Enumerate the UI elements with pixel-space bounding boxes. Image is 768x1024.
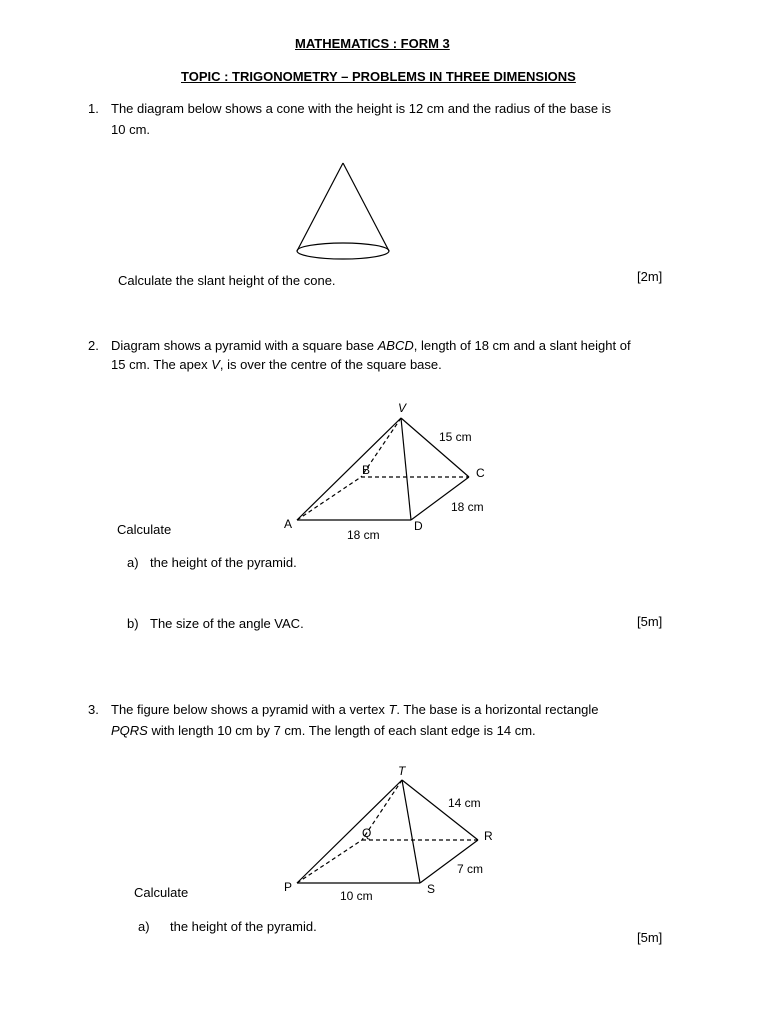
label-side-bottom-18cm: 18 cm bbox=[347, 528, 380, 542]
page-title: MATHEMATICS : FORM 3 bbox=[295, 36, 450, 51]
label-s: S bbox=[427, 882, 436, 896]
label-side-bottom-10cm: 10 cm bbox=[340, 889, 373, 903]
q2-part-a-label: a) bbox=[127, 555, 139, 570]
label-slant-15cm: 15 cm bbox=[439, 430, 472, 444]
q2-part-b-label: b) bbox=[127, 616, 139, 631]
cone-diagram bbox=[297, 163, 389, 259]
label-side-right-18cm: 18 cm bbox=[451, 500, 484, 514]
q2-part-b: The size of the angle VAC. bbox=[150, 616, 304, 631]
label-t: T bbox=[398, 764, 406, 778]
q3-part-a-label: a) bbox=[138, 919, 150, 934]
q2-calculate: Calculate bbox=[117, 522, 172, 537]
q3-marks: [5m] bbox=[637, 930, 663, 945]
label-d: D bbox=[414, 519, 423, 533]
q3-text-line2: PQRS with length 10 cm by 7 cm. The length of each slant edge is 14 cm. bbox=[111, 723, 536, 738]
label-r: R bbox=[484, 829, 493, 843]
q2-text-line1: Diagram shows a pyramid with a square base ABCD, length of 18 cm and a slant height of bbox=[111, 338, 631, 353]
label-q: Q bbox=[362, 826, 372, 840]
label-v: V bbox=[398, 401, 407, 415]
label-c: C bbox=[476, 466, 485, 480]
label-p: P bbox=[284, 880, 293, 894]
pyramid-abcd-diagram bbox=[284, 401, 485, 542]
q1-task: Calculate the slant height of the cone. bbox=[118, 273, 336, 288]
q1-text-line1: The diagram below shows a cone with the height is 12 cm and the radius of the base is bbox=[111, 101, 612, 116]
label-side-right-7cm: 7 cm bbox=[457, 862, 484, 876]
q3-number: 3. bbox=[88, 702, 99, 717]
topic-heading: TOPIC : TRIGONOMETRY – PROBLEMS IN THREE DIMENSIONS bbox=[181, 69, 576, 84]
pyramid-pqrs-diagram bbox=[284, 764, 493, 903]
q1-text-line2: 10 cm. bbox=[111, 122, 151, 137]
q1-marks: [2m] bbox=[637, 269, 663, 284]
q2-part-a: the height of the pyramid. bbox=[150, 555, 297, 570]
q3-calculate: Calculate bbox=[134, 885, 189, 900]
q2-number: 2. bbox=[88, 338, 99, 353]
q3-part-a: the height of the pyramid. bbox=[170, 919, 317, 934]
q2-text-line2: 15 cm. The apex V, is over the centre of the square base. bbox=[111, 357, 442, 372]
q1-number: 1. bbox=[88, 101, 99, 116]
q3-text-line1: The figure below shows a pyramid with a vertex T. The base is a horizontal rectangle bbox=[111, 702, 599, 717]
label-a: A bbox=[284, 517, 293, 531]
q2-marks: [5m] bbox=[637, 614, 663, 629]
label-slant-14cm: 14 cm bbox=[448, 796, 481, 810]
label-b: B bbox=[362, 463, 371, 477]
